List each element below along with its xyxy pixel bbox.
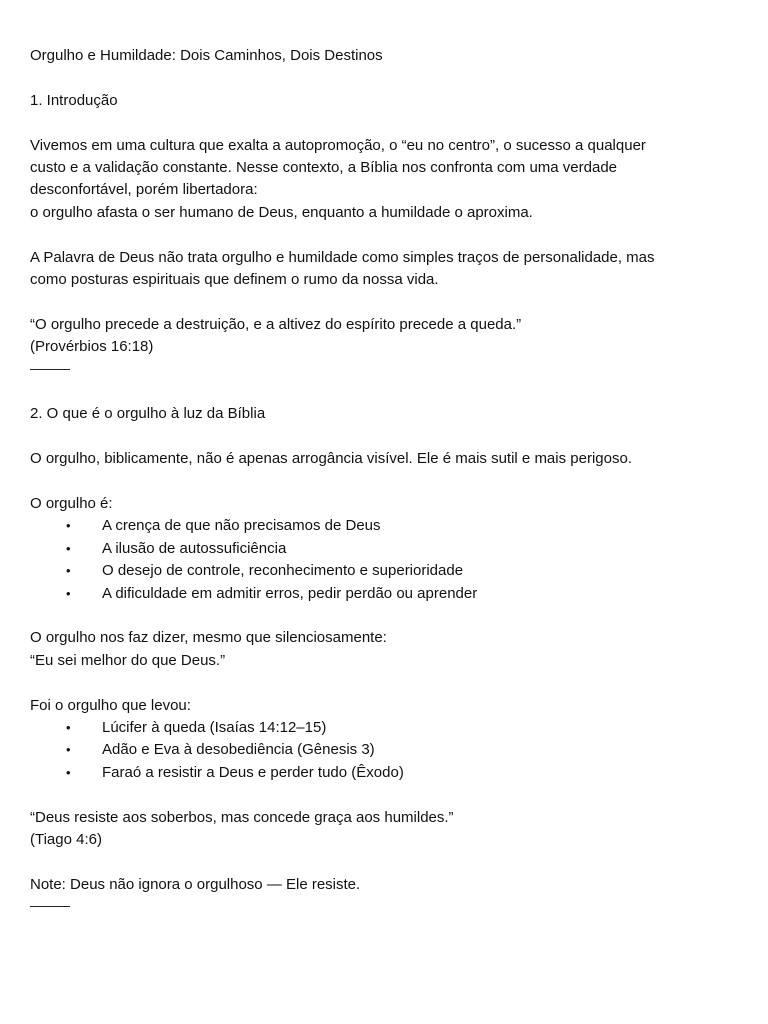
list-item-text: Adão e Eva à desobediência (Gênesis 3) [102, 741, 375, 759]
list-item [30, 583, 738, 605]
paragraph-line: custo e a validação constante. Nesse contexto, a Bíblia nos confronta com uma verdade [30, 159, 618, 176]
section-heading-introducao: 1. Introdução [30, 91, 118, 109]
list-item [30, 739, 738, 761]
list-item [30, 538, 738, 560]
spacer [30, 291, 738, 313]
list-intro: O orgulho é: [30, 495, 113, 512]
bullet-icon: • [66, 742, 71, 758]
list-item [30, 762, 738, 784]
paragraph-line: desconfortável, porém libertadora: [30, 181, 258, 199]
bible-quote: “Deus resiste aos soberbos, mas concede graça aos humildes.” [30, 808, 454, 826]
list-item-text: Faraó a resistir a Deus e perder tudo (Êxodo) [102, 763, 404, 781]
spacer [30, 851, 738, 873]
note-text: Note: Deus não ignora o orgulhoso — Ele resiste. [30, 875, 361, 893]
bullet-list-orgulho [30, 515, 738, 605]
spacer [30, 381, 738, 403]
bible-quote-reference: (Provérbios 16:18) [30, 338, 154, 356]
section-divider [30, 369, 70, 370]
bullet-list-exemplos [30, 717, 738, 784]
list-item-text: A dificuldade em admitir erros, pedir perdão ou aprender [102, 584, 478, 602]
list-item-text: A ilusão de autossuficiência [102, 539, 287, 557]
bullet-icon: • [66, 563, 71, 579]
list-item [30, 560, 738, 582]
paragraph-culture [30, 135, 738, 225]
paragraph-line: A Palavra de Deus não trata orgulho e humildade como simples traços de personalidade, mas [30, 248, 655, 266]
bible-quote-reference: (Tiago 4:6) [30, 830, 102, 848]
bullet-icon: • [66, 764, 71, 780]
paragraph-line: Vivemos em uma cultura que exalta a autopromoção, o “eu no centro”, o sucesso a qualquer [30, 136, 646, 154]
bible-quote: “O orgulho precede a destruição, e a altivez do espírito precede a queda.” [30, 315, 522, 333]
paragraph-palavra [30, 247, 738, 292]
spacer [30, 112, 738, 134]
list-intro: Foi o orgulho que levou: [30, 696, 191, 714]
list-item [30, 717, 738, 739]
document-title: Orgulho e Humildade: Dois Caminhos, Dois Destinos [30, 47, 383, 64]
section-divider [30, 906, 70, 907]
bullet-icon: • [66, 518, 71, 534]
spacer [30, 784, 738, 806]
spacer [30, 224, 738, 246]
bullet-icon: • [66, 585, 71, 601]
list-item-text: O desejo de controle, reconhecimento e superioridade [102, 562, 464, 580]
list-item-text: A crença de que não precisamos de Deus [102, 517, 381, 535]
list-item-text: Lúcifer à queda (Isaías 14:12–15) [102, 718, 327, 736]
inline-quote: “Eu sei melhor do que Deus.” [30, 651, 226, 669]
list-item [30, 515, 738, 537]
spacer [30, 605, 738, 627]
section-heading-orgulho: 2. O que é o orgulho à luz da Bíblia [30, 405, 266, 423]
spacer [30, 67, 738, 89]
paragraph-line: o orgulho afasta o ser humano de Deus, enquanto a humildade o aproxima. [30, 203, 533, 221]
paragraph-line: O orgulho nos faz dizer, mesmo que silenciosamente: [30, 629, 387, 647]
paragraph-orgulho-intro: O orgulho, biblicamente, não é apenas arrogância visível. Ele é mais sutil e mais perigoso. [30, 450, 632, 468]
spacer [30, 426, 738, 448]
spacer [30, 471, 738, 493]
bullet-icon: • [66, 719, 71, 735]
bullet-icon: • [66, 540, 71, 556]
paragraph-line: como posturas espirituais que definem o rumo da nossa vida. [30, 271, 439, 289]
spacer [30, 672, 738, 694]
